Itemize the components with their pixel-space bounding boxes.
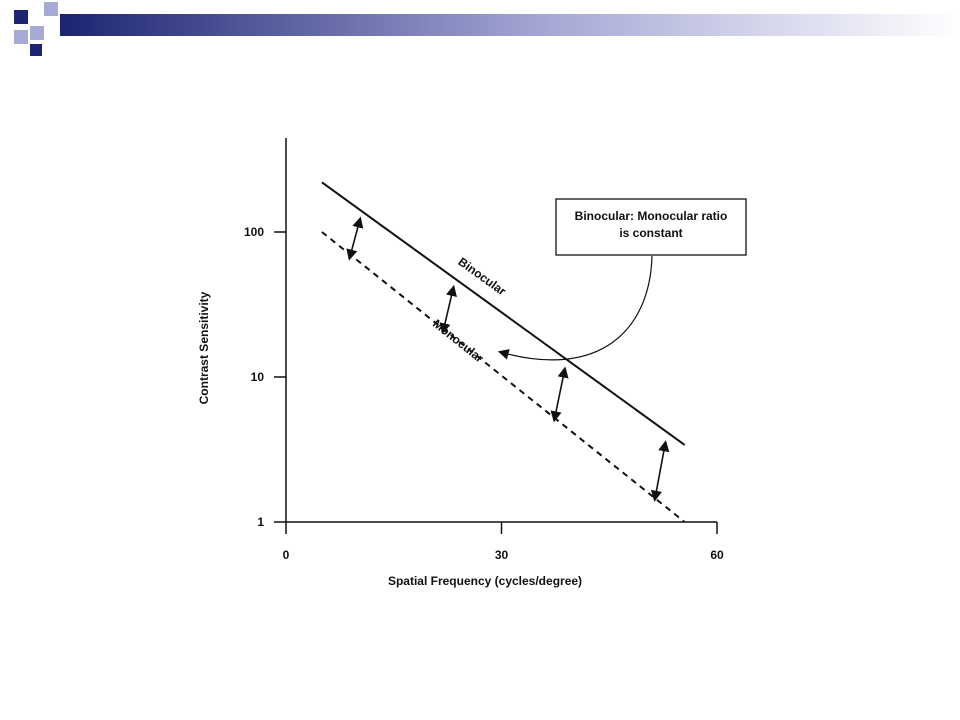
y-tick-label: 100: [243, 225, 264, 239]
callout-line-1: Binocular: Monocular ratio: [574, 209, 728, 223]
series-label-binocular: Binocular: [455, 254, 509, 299]
ratio-arrows: [350, 219, 666, 500]
y-tick-label: 1: [257, 515, 264, 529]
x-axis-label: Spatial Frequency (cycles/degree): [387, 574, 583, 588]
callout-line-2: is constant: [619, 226, 683, 240]
y-ticks: [244, 225, 286, 529]
ratio-arrow: [655, 442, 666, 499]
callout-arrow: [500, 256, 652, 360]
series-line-monocular: [322, 232, 685, 522]
x-tick-label: 30: [494, 548, 509, 562]
y-tick-label: 10: [250, 370, 264, 384]
ratio-arrow: [554, 369, 565, 421]
x-tick-label: 60: [710, 548, 724, 562]
series-label-monocular: Monocular: [430, 316, 487, 366]
x-ticks: [283, 522, 724, 562]
ratio-arrow: [350, 219, 361, 259]
y-axis-label: Contrast Sensitivity: [197, 291, 211, 405]
x-tick-label: 0: [282, 548, 290, 562]
